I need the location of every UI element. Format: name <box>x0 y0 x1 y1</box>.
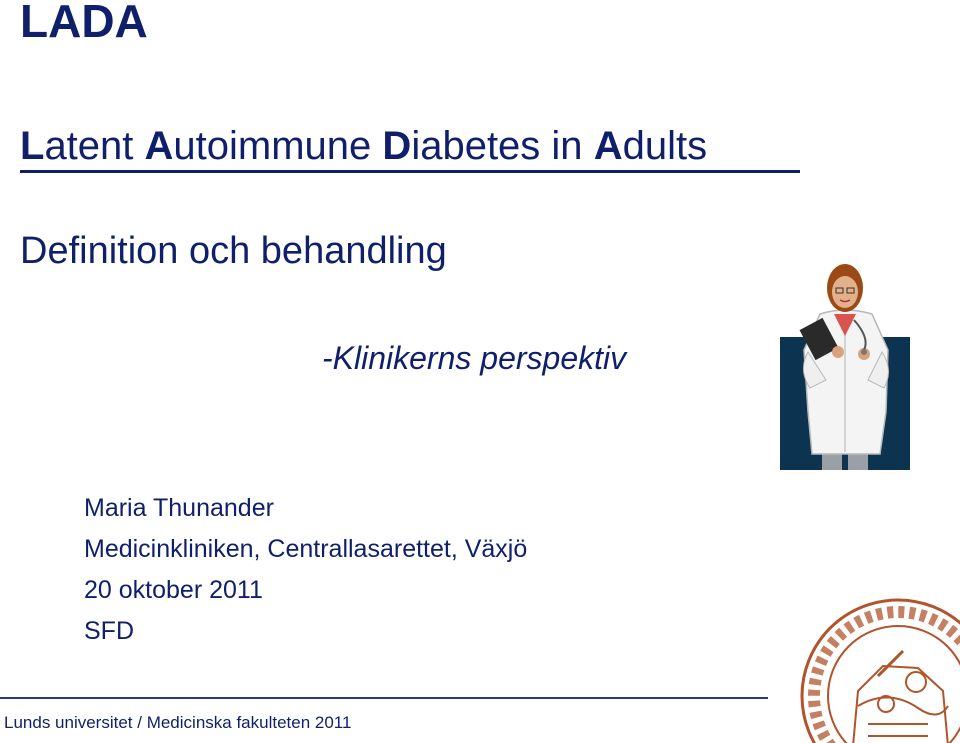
subtitle-initial: A <box>593 124 623 168</box>
slide-title: LADA <box>20 0 148 47</box>
subtitle-underline <box>20 170 800 173</box>
subtitle-word <box>145 124 372 168</box>
subtitle-rest: atent <box>44 124 134 168</box>
subtitle-word <box>382 124 540 168</box>
presentation-date: 20 oktober 2011 <box>84 576 263 604</box>
subtitle-rest: utoimmune <box>173 124 372 168</box>
presenter-affiliation: Medicinkliniken, Centrallasarettet, Växjö <box>84 535 528 563</box>
university-seal-icon <box>798 596 960 743</box>
footer-text: Lunds universitet / Medicinska fakulteten 2011 <box>4 713 352 732</box>
subtitle-word <box>551 124 582 168</box>
subtitle-rest: dults <box>622 124 708 168</box>
perspective-tagline: -Klinikerns perspektiv <box>322 340 627 376</box>
subtitle-initial: A <box>144 124 174 168</box>
subtitle-initial: L <box>20 124 45 168</box>
presenter-info <box>84 488 527 652</box>
subtitle-word <box>20 124 133 168</box>
subtitle <box>20 124 707 169</box>
subtitle-initial: D <box>382 124 412 168</box>
subtitle-word <box>594 124 707 168</box>
definition-heading: Definition och behandling <box>20 230 447 272</box>
footer-divider <box>0 697 768 699</box>
event-name: SFD <box>84 617 134 645</box>
subtitle-rest: in <box>551 124 583 168</box>
presenter-name: Maria Thunander <box>84 494 274 522</box>
subtitle-rest: iabetes <box>411 124 541 168</box>
doctor-clipart-icon <box>780 262 910 470</box>
